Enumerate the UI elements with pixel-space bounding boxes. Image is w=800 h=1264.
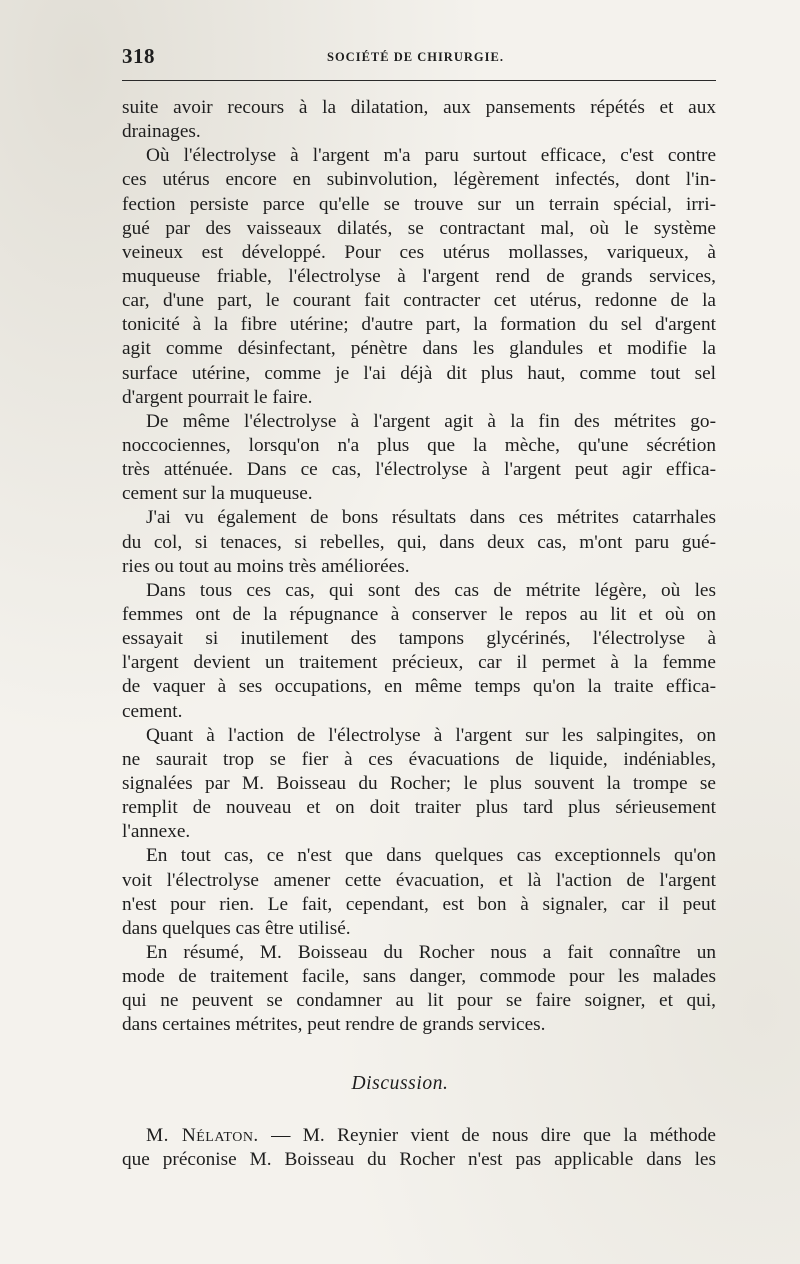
text-line: car, d'une part, le courant fait contracter cet utérus, redonne de la bbox=[122, 290, 716, 312]
text-line: l'annexe. bbox=[122, 821, 191, 843]
text-line: gué par des vaisseaux dilatés, se contractant mal, où le système bbox=[122, 217, 716, 239]
text-line: qui ne peuvent se condamner au lit pour se faire soigner, et qui, bbox=[122, 990, 716, 1012]
text-line: ces utérus encore en subinvolution, légèrement infectés, dont l'in- bbox=[122, 169, 716, 191]
page-header bbox=[122, 44, 716, 74]
text-line: agit comme désinfectant, pénètre dans les glandules et modifie la bbox=[122, 338, 716, 360]
text-line: de vaquer à ses occupations, en même temps qu'on la traite effica- bbox=[122, 676, 716, 698]
text-line: J'ai vu également de bons résultats dans ces métrites catarrhales bbox=[146, 507, 716, 529]
text-line: l'argent devient un traitement précieux, car il permet à la femme bbox=[122, 652, 716, 674]
text-line: muqueuse friable, l'électrolyse à l'argent rend de grands services, bbox=[122, 265, 716, 287]
text-line: Dans tous ces cas, qui sont des cas de métrite légère, où les bbox=[146, 579, 716, 601]
text-line: suite avoir recours à la dilatation, aux pansements répétés et aux bbox=[122, 97, 716, 118]
text-line: très atténuée. Dans ce cas, l'électrolyse à l'argent peut agir effica- bbox=[122, 459, 716, 481]
text-line: cement sur la muqueuse. bbox=[122, 483, 313, 505]
text-line: drainages. bbox=[122, 121, 201, 143]
page-number: 318 bbox=[122, 44, 155, 68]
text-line: d'argent pourrait le faire. bbox=[122, 386, 313, 408]
text-line: femmes ont de la répugnance à conserver le repos au lit et où on bbox=[122, 603, 716, 625]
discussion-line-rest: — M. Reynier vient de nous dire que la méthode bbox=[258, 1125, 716, 1146]
text-line: De même l'électrolyse à l'argent agit à la fin des métrites go- bbox=[146, 410, 716, 432]
text-line: tonicité à la fibre utérine; d'autre part, la formation du sel d'argent bbox=[122, 314, 716, 336]
text-line: du col, si tenaces, si rebelles, qui, dans deux cas, m'ont paru gué- bbox=[122, 531, 716, 553]
text-line: veineux est développé. Pour ces utérus mollasses, variqueux, à bbox=[122, 241, 716, 263]
text-line: En tout cas, ce n'est que dans quelques cas exceptionnels qu'on bbox=[146, 845, 716, 867]
text-line: n'est pour rien. Le fait, cependant, est bon à signaler, car il peut bbox=[122, 893, 716, 915]
text-line: dans quelques cas être utilisé. bbox=[122, 917, 351, 939]
header-rule bbox=[122, 80, 716, 81]
text-line: noccociennes, lorsqu'on n'a plus que la mèche, qu'une sécrétion bbox=[122, 434, 716, 456]
section-title: Discussion. bbox=[351, 1073, 449, 1094]
text-line: voit l'électrolyse amener cette évacuation, et là l'action de l'argent bbox=[122, 869, 716, 891]
text-line: cement. bbox=[122, 700, 183, 722]
text-line: fection persiste parce qu'elle se trouve sur un terrain spécial, irri- bbox=[122, 193, 716, 215]
text-line: remplit de nouveau et on doit traiter plus tard plus sérieusement bbox=[122, 797, 716, 819]
text-line: dans certaines métrites, peut rendre de grands services. bbox=[122, 1014, 546, 1036]
body-text bbox=[122, 96, 716, 1037]
text-line: mode de traitement facile, sans danger, commode pour les malades bbox=[122, 966, 716, 988]
discussion-line: que préconise M. Boisseau du Rocher n'est pas applicable dans les bbox=[122, 1149, 716, 1171]
discussion-line bbox=[122, 1124, 716, 1148]
text-line: ne saurait trop se fier à ces évacuations de liquide, indéniables, bbox=[122, 748, 716, 770]
running-head: SOCIÉTÉ DE CHIRURGIE. bbox=[327, 50, 504, 64]
text-line: Quant à l'action de l'électrolyse à l'argent sur les salpingites, on bbox=[146, 724, 716, 746]
text-line: ries ou tout au moins très améliorées. bbox=[122, 555, 410, 577]
discussion-text bbox=[122, 1124, 716, 1172]
speaker-name: M. Nélaton. bbox=[146, 1125, 259, 1146]
text-line: surface utérine, comme je l'ai déjà dit plus haut, comme tout sel bbox=[122, 362, 716, 384]
text-line: essayait si inutilement des tampons glycérinés, l'électrolyse à bbox=[122, 628, 716, 650]
text-line: En résumé, M. Boisseau du Rocher nous a fait connaître un bbox=[146, 941, 716, 963]
text-line: signalées par M. Boisseau du Rocher; le plus souvent la trompe se bbox=[122, 772, 716, 794]
text-line: Où l'électrolyse à l'argent m'a paru surtout efficace, c'est contre bbox=[146, 145, 716, 167]
